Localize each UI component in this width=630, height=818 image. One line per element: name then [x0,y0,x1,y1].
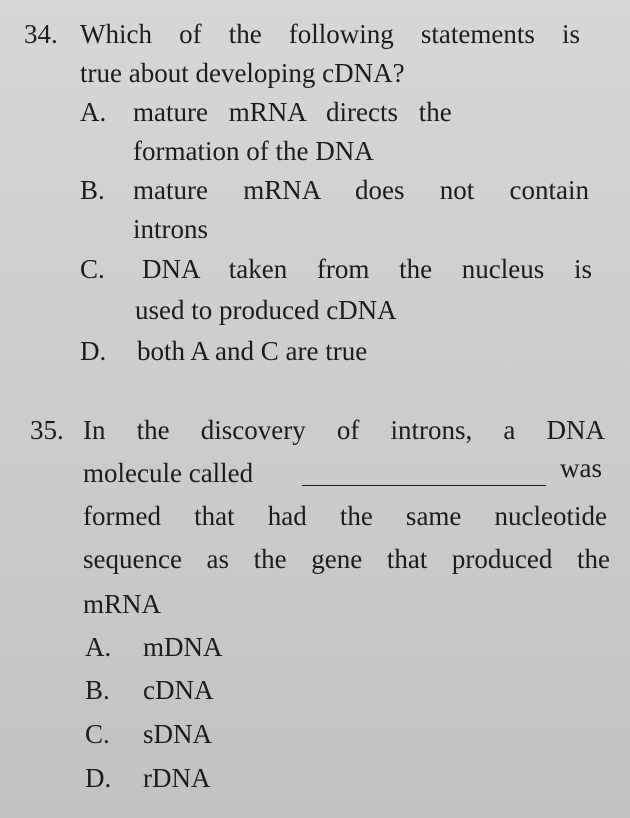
option-c-text: sDNA [143,719,213,749]
question-stem-line: Which of the following statements is [80,19,580,49]
question-stem-line: In the discovery of introns, a DNA [83,415,605,445]
option-c-text-cont: used to produced cDNA [135,295,397,325]
option-letter-d: D. [85,763,112,793]
question-number: 34. [24,19,58,49]
question-stem-line: mRNA [83,589,162,619]
option-letter-c: C. [80,254,105,284]
option-a-text-cont: formation of the DNA [133,136,374,166]
option-d-text: both A and C are true [137,336,368,366]
option-a-text: mature mRNA directs the [133,97,452,127]
option-letter-a: A. [85,632,112,662]
answer-blank[interactable] [302,485,546,486]
option-letter-b: B. [85,675,110,705]
option-b-text-cont: introns [133,214,209,244]
option-letter-d: D. [80,336,107,366]
option-c-text: DNA taken from the nucleus is [142,254,592,284]
option-a-text: mDNA [143,632,223,662]
question-number: 35. [30,415,64,445]
question-stem-line: sequence as the gene that produced the [83,544,610,574]
option-letter-a: A. [80,97,107,127]
option-letter-b: B. [80,175,105,205]
question-stem-line: true about developing cDNA? [80,58,405,88]
option-b-text: cDNA [143,675,214,705]
option-d-text: rDNA [143,763,211,793]
question-stem-line: formed that had the same nucleotide [83,501,607,531]
option-letter-c: C. [85,719,110,749]
question-stem-line: molecule called [83,458,254,488]
question-stem-line: was [560,453,602,483]
option-b-text: mature mRNA does not contain [133,175,589,205]
